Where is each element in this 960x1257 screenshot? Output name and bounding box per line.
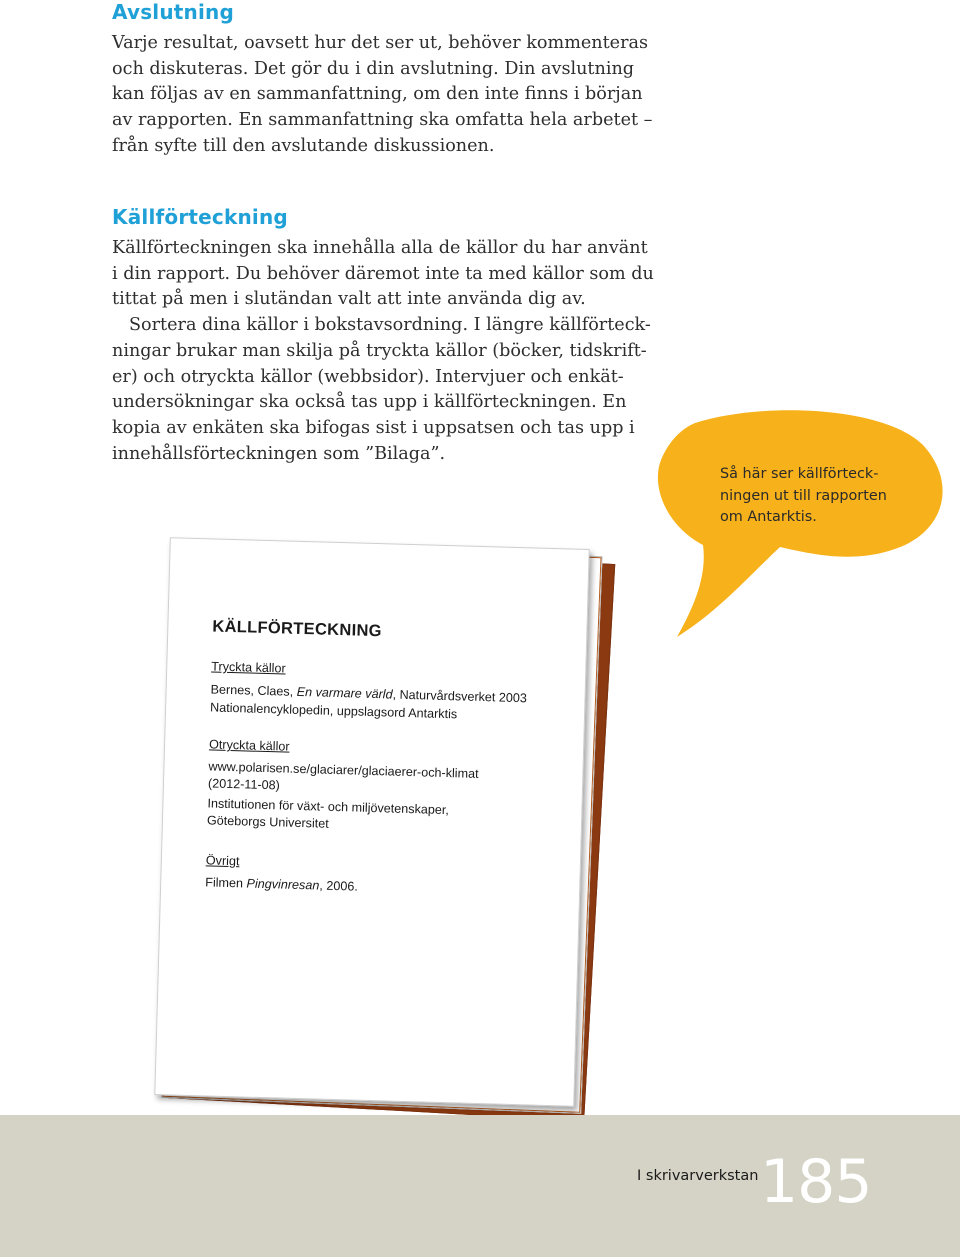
text-line: Sortera dina källor i bokstavsordning. I längre källförteck- <box>129 315 651 336</box>
paragraph-kallforteckning <box>112 236 654 467</box>
text-line: undersökningar ska också tas upp i källförteckningen. En <box>112 392 627 413</box>
text-line: er) och otryckta källor (webbsidor). Intervjuer och enkät- <box>112 366 624 387</box>
bubble-line: ningen ut till rapporten <box>720 487 887 504</box>
other-source-entry: Filmen Pingvinresan, 2006. <box>205 875 359 894</box>
text-line: kopia av enkäten ska bifogas sist i uppsatsen och tas upp i <box>112 417 635 438</box>
document-sheet <box>154 537 589 1107</box>
online-source-date: (2012-11-08) <box>207 776 281 793</box>
text-line: från syfte till den avslutande diskussionen. <box>112 135 495 156</box>
online-sources-heading: Otryckta källor <box>208 737 290 754</box>
paragraph-avslutning <box>112 31 652 160</box>
bubble-line: om Antarktis. <box>720 509 817 525</box>
other-sources-heading: Övrigt <box>205 853 240 869</box>
online-source-entry: Institutionen för växt- och miljövetenskaper, <box>207 796 450 818</box>
speech-bubble-text <box>720 464 887 529</box>
page-number: 185 <box>760 1147 872 1217</box>
text-line: och diskuteras. Det gör du i din avslutning. Din avslutning <box>112 58 635 79</box>
heading-avslutning: Avslutning <box>112 0 235 24</box>
text-line: Källförteckningen ska innehålla alla de källor du har använt <box>112 238 648 258</box>
text-line: ningar brukar man skilja på tryckta källor (böcker, tidskrift- <box>112 340 647 361</box>
online-source-entry: Göteborgs Universitet <box>206 813 329 831</box>
text-line: Varje resultat, oavsett hur det ser ut, behöver kommenteras <box>112 33 649 53</box>
document-title: KÄLLFÖRTECKNING <box>212 617 383 641</box>
text-line: kan följas av en sammanfattning, om den inte finns i början <box>112 84 643 105</box>
printed-source-entry: Nationalencyklopedin, uppslagsord Antarktis <box>209 700 458 722</box>
heading-kallforteckning: Källförteckning <box>112 205 288 229</box>
text-line: i din rapport. Du behöver däremot inte ta med källor som du <box>112 263 654 284</box>
text-line: tittat på men i slutändan valt att inte använda dig av. <box>112 289 586 310</box>
bubble-line: Så här ser källförteck- <box>720 466 879 482</box>
text-line: av rapporten. En sammanfattning ska omfatta hela arbetet – <box>112 110 653 131</box>
printed-sources-heading: Tryckta källor <box>211 659 286 676</box>
text-line: innehållsförteckningen som ”Bilaga”. <box>112 443 446 464</box>
printed-source-entry: Bernes, Claes, En varmare värld, Naturvårdsverket 2003 <box>210 682 528 706</box>
online-source-url: www.polarisen.se/glaciarer/glaciaerer-och-klimat <box>208 759 479 781</box>
footer-book-title: I skrivarverkstan <box>637 1168 759 1184</box>
